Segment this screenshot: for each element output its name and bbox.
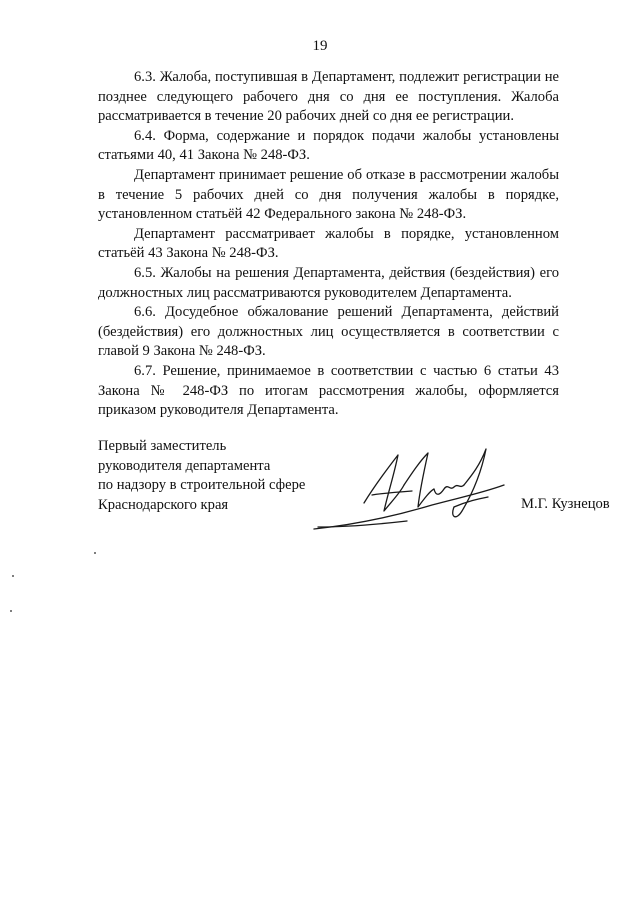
signatory-title [98, 437, 305, 515]
paragraph-6-4: 6.4. Форма, содержание и порядок подачи жалобы установлены статьями 40, 41 Закона № 248-ФЗ. [98, 127, 559, 164]
handwritten-signature [312, 445, 512, 535]
scan-speck [12, 575, 14, 577]
paragraph-6-7: 6.7. Решение, принимаемое в соответствии с частью 6 статьи 43 Закона № 248-ФЗ по итогам рассмотрения жалобы, оформляется приказом руководителя Департамента. [98, 362, 559, 419]
signatory-title-line: по надзору в строительной сфере [98, 477, 306, 494]
paragraph-6-3: 6.3. Жалоба, поступившая в Департамент, подлежит регистрации не позднее следующего рабочего дня со дня ее поступления. Жалоба рассматривается в течение 20 рабочих дней со дня ее регистрации. [98, 69, 559, 125]
scan-speck [10, 610, 12, 612]
paragraph-6-6: 6.6. Досудебное обжалование решений Департамента, действий (бездействия) его должностных лиц осуществляется в соответствии с главой 9 Закона № 248-ФЗ. [98, 304, 559, 360]
paragraph-refusal: Департамент принимает решение об отказе в рассмотрении жалобы в течение 5 рабочих дней со дня получения жалобы в порядке, установленном статьёй 42 Федерального закона № 248-ФЗ. [98, 166, 559, 223]
signatory-title-line: Первый заместитель [98, 438, 227, 454]
paragraph-6-5: 6.5. Жалобы на решения Департамента, действия (бездействия) его должностных лиц рассматриваются руководителем Департамента. [98, 264, 559, 301]
signatory-title-line: Краснодарского края [98, 496, 229, 513]
page-number: 19 [312, 38, 328, 54]
signatory-title-line: руководителя департамента [98, 457, 271, 474]
signer-name: М.Г. Кузнецов [521, 496, 610, 512]
scan-speck [94, 552, 96, 554]
document-body [98, 68, 559, 421]
paragraph-review-procedure: Департамент рассматривает жалобы в порядке, установленном статьёй 43 Закона № 248-ФЗ. [98, 225, 559, 262]
